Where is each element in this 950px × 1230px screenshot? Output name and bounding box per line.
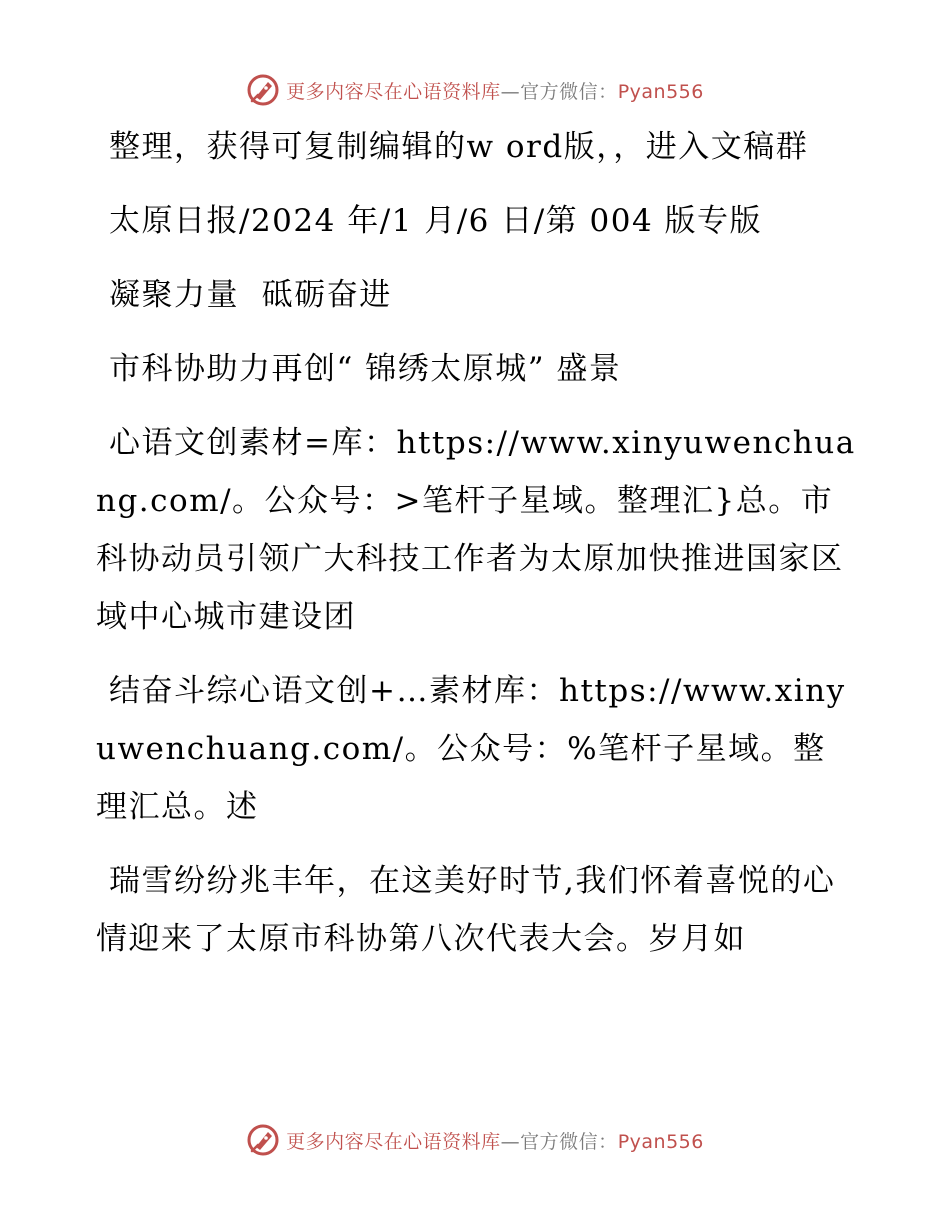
header-banner-sep: —官方微信： bbox=[500, 80, 618, 103]
pen-nib-logo-icon bbox=[246, 73, 280, 107]
footer-banner-sep: —官方微信： bbox=[500, 1130, 618, 1153]
header-banner-id: Pyan556 bbox=[617, 80, 704, 103]
paragraph-subtitle: 市科协助力再创“ 锦绣太原城” 盛景 bbox=[109, 351, 622, 387]
paragraph-body-2: 结奋斗综心语文创+…素材库：https://www.xinyuwenchuang.com/。公众号：%笔杆子星域。整理汇总。述 bbox=[96, 673, 846, 825]
footer-banner bbox=[0, 1120, 950, 1160]
header-banner-text bbox=[286, 77, 704, 104]
paragraph-body-1: 心语文创素材=库：https://www.xinyuwenchuang.com/。公众号：>笔杆子星域。整理汇}总。市科协动员引领广大科技工作者为太原加快推进国家区域中心城市建设团 bbox=[96, 425, 856, 635]
paragraph-body-3: 瑞雪纷纷兆丰年，在这美好时节,我们怀着喜悦的心情迎来了太原市科协第八次代表大会。岁月如 bbox=[96, 863, 836, 957]
footer-banner-main: 更多内容尽在心语资料库 bbox=[286, 1130, 501, 1153]
footer-banner-inner bbox=[246, 1123, 704, 1157]
header-banner-main: 更多内容尽在心语资料库 bbox=[286, 80, 501, 103]
footer-banner-text bbox=[286, 1127, 704, 1154]
pen-nib-logo-icon bbox=[246, 1123, 280, 1157]
paragraph-source-line: 太原日报/2024 年/1 月/6 日/第 004 版专版 bbox=[109, 203, 763, 239]
paragraph-title: 凝聚力量 砥砺奋进 bbox=[109, 277, 392, 313]
header-banner bbox=[0, 70, 950, 110]
header-banner-inner bbox=[246, 73, 704, 107]
footer-banner-id: Pyan556 bbox=[617, 1130, 704, 1153]
paragraph-intro: 整理，获得可复制编辑的w ord版，，进入文稿群 bbox=[109, 129, 809, 165]
document-body bbox=[96, 118, 856, 968]
